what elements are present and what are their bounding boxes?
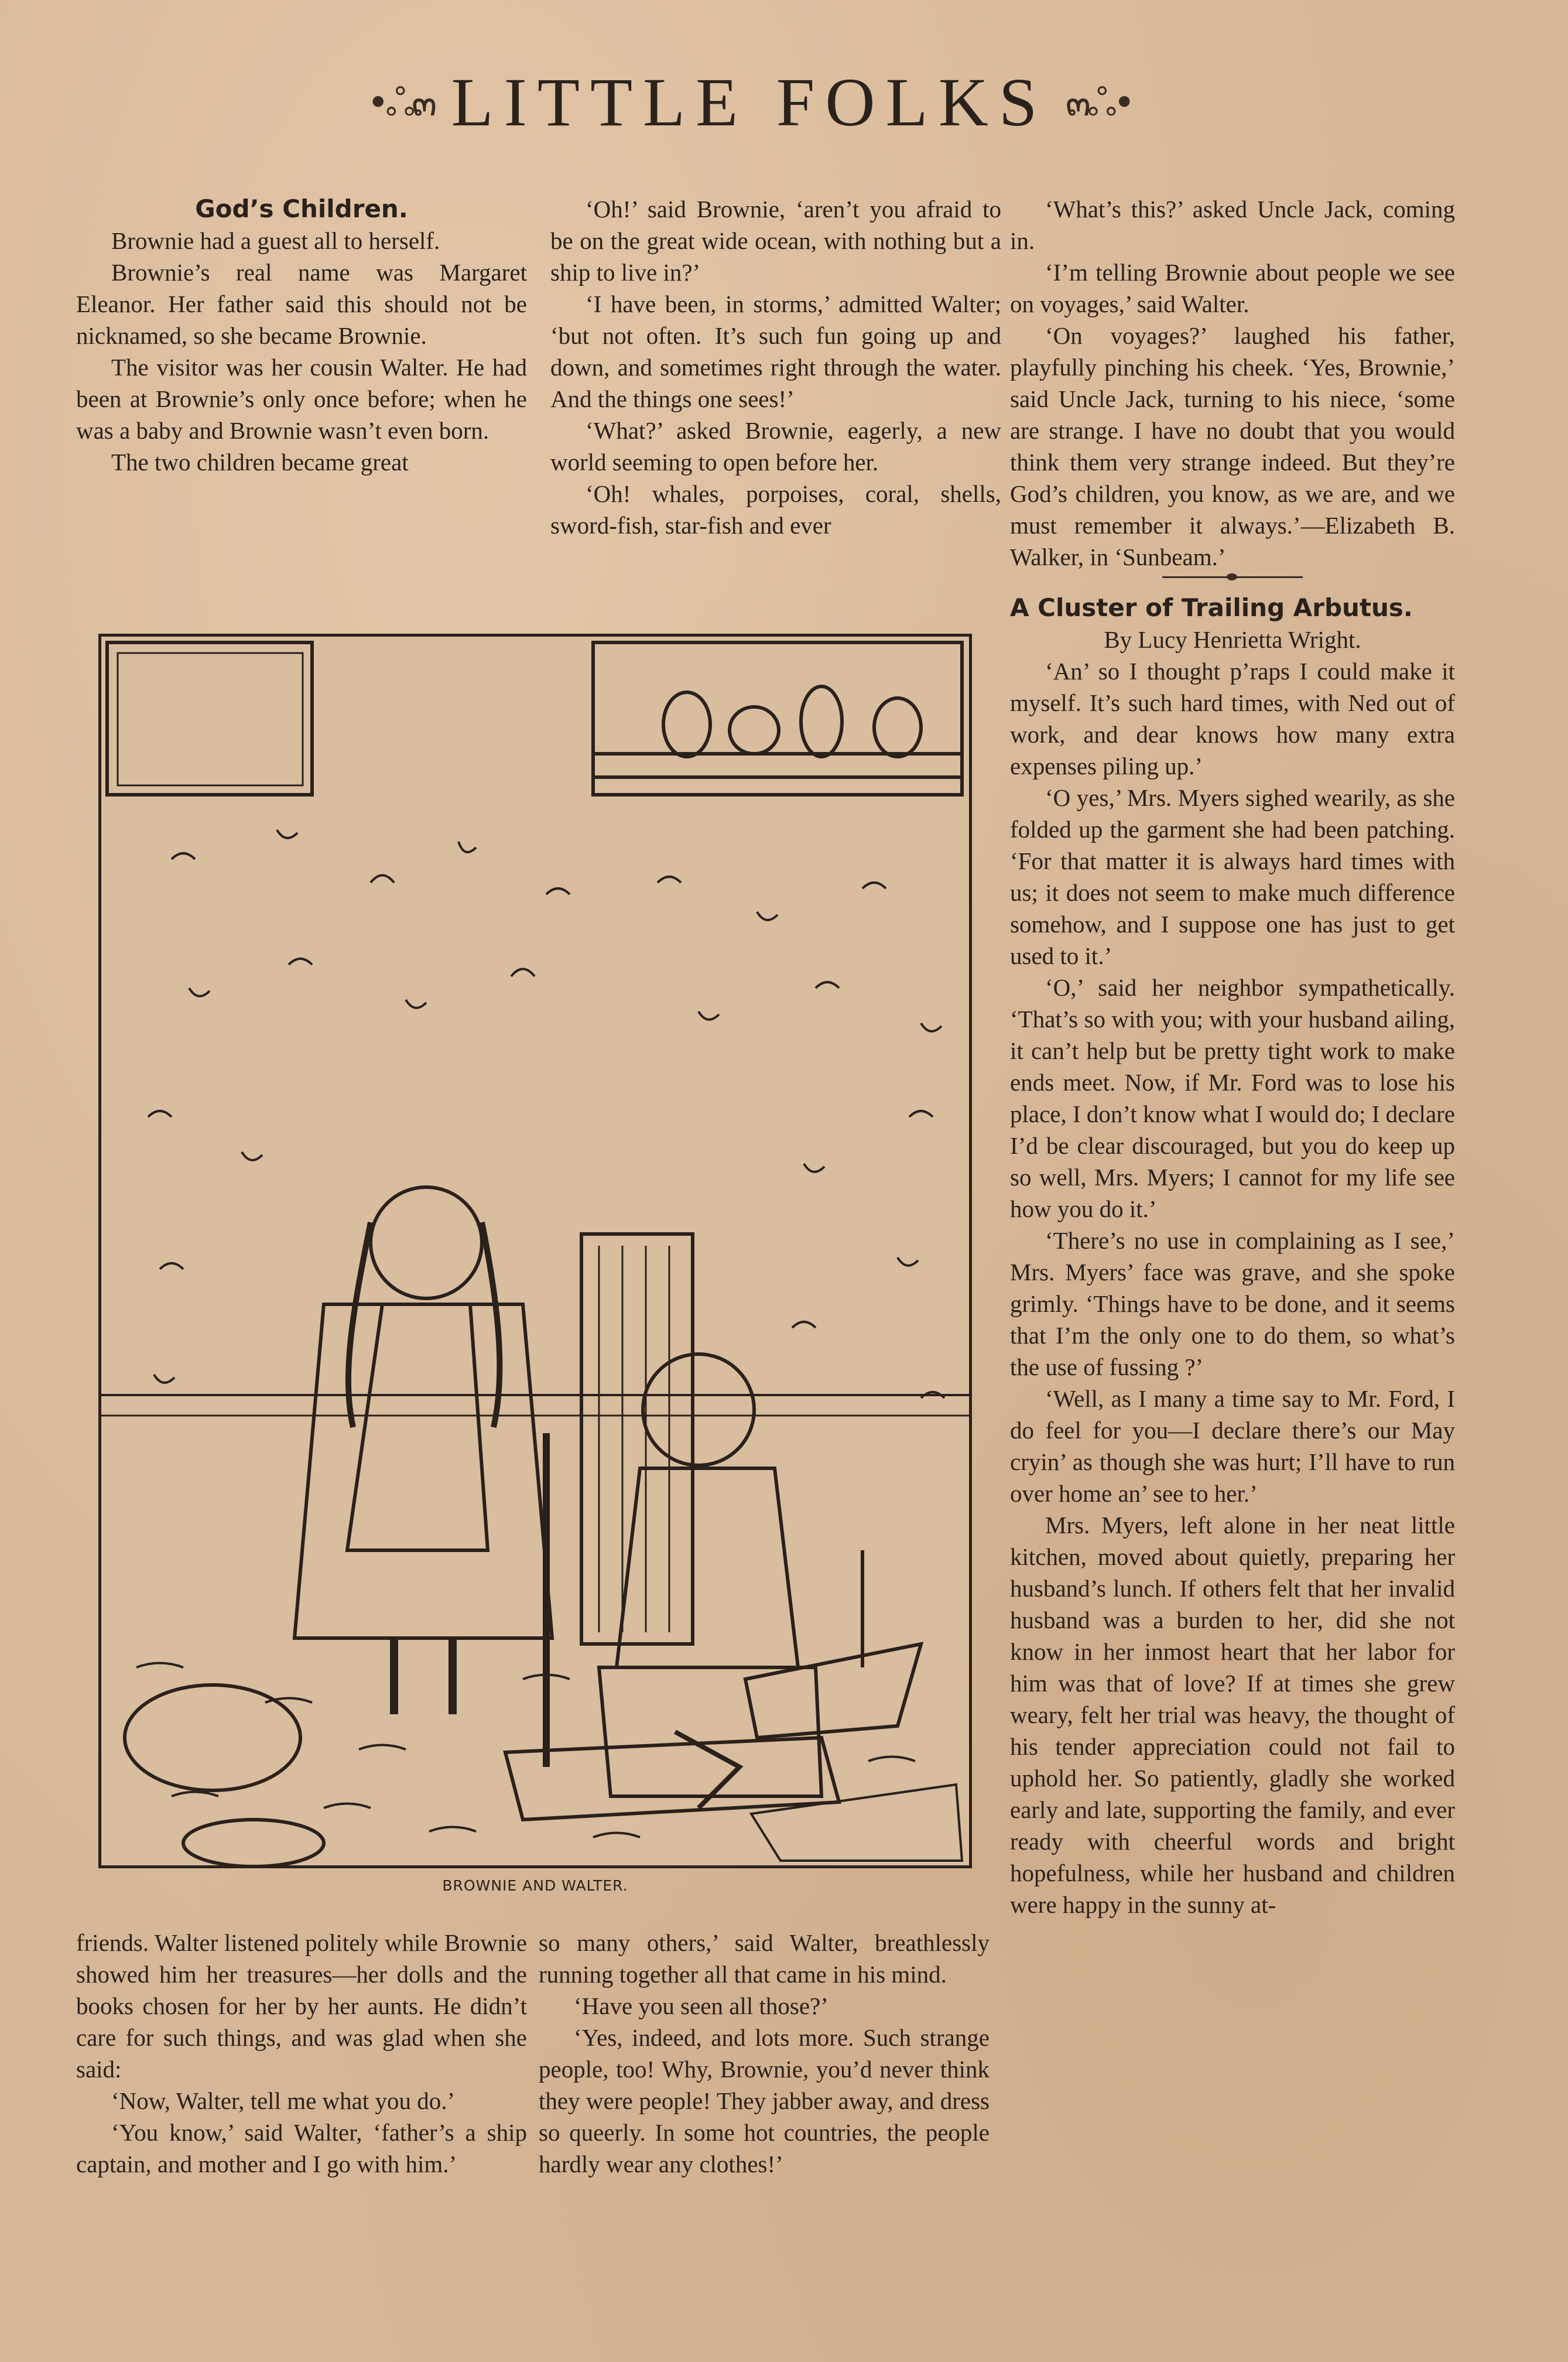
jar — [730, 707, 779, 754]
paragraph: ‘You know,’ said Walter, ‘father’s a ship captain, and mother and I go with him.’ — [76, 2119, 527, 2178]
paragraph: ‘What?’ asked Brownie, eagerly, a new world seeming to open before her. — [550, 417, 1001, 476]
story1-heading: God’s Children. — [195, 194, 408, 223]
story2-heading: A Cluster of Trailing Arbutus. — [1010, 593, 1413, 622]
paragraph: ‘Oh!’ said Brownie, ‘aren’t you afraid to be on the great wide ocean, with nothing but a ship to live in?’ — [550, 196, 1001, 286]
paragraph: Brownie had a guest all to herself. — [111, 227, 440, 254]
ornament-right: ๓ஃ• — [1065, 81, 1132, 125]
jar — [874, 698, 921, 757]
paragraph: ‘An’ so I thought p’raps I could make it myself. It’s such hard times, with Ned out of work, and dear knows how many extra expenses piling up.’ — [1010, 658, 1455, 780]
paragraph: ‘Well, as I many a time say to Mr. Ford, I do feel for you—I declare there’s our May cryin’ as though she was hurt; I’ll have to run over home an’ see to her.’ — [1010, 1385, 1455, 1507]
illustration-caption: BROWNIE AND WALTER. — [442, 1877, 628, 1894]
paragraph: ‘O,’ said her neighbor sympathetically. ‘That’s so with you; with your husband ailing, it can’t help but be pretty tight work to make ends meet. Now, if Mr. Ford was to lose his place, I don’t know what I would do; I declare I’d be clear discouraged, but you do keep up so well, Mrs. Myers; I cannot for my life see how you do it.’ — [1010, 974, 1455, 1222]
chair — [546, 1234, 693, 1767]
paragraph: ‘Yes, indeed, and lots more. Such strange people, too! Why, Brownie, you’d never think they were people! They jabber away, and dress so queerly. In some hot countries, the people hardly wear any clothes!’ — [539, 2024, 990, 2178]
wall-frame — [107, 642, 312, 795]
paragraph: The visitor was her cousin Walter. He had been at Brownie’s only once before; when he was a baby and Brownie wasn’t even born. — [76, 354, 527, 444]
paragraph: Mrs. Myers, left alone in her neat little kitchen, moved about quietly, preparing her husband’s lunch. If others felt that her invalid husband was a burden to her, did she not know in her inmost heart that her labor for him was that of love? If at times she grew weary, felt her trial was heavy, the thought of his tender appreciation could not fail to uphold her. So patiently, gladly she worked early and late, supporting the family, and ever ready with cheerful words and bright hopefulness, while her husband and children were happy in the sunny at- — [1010, 1512, 1455, 1918]
paragraph: ‘There’s no use in complaining as I see,’ Mrs. Myers’ face was grave, and she spoke grimly. ‘Things have to be done, and it seems that I’m the only one to do them, so what’s the use of fussing ?’ — [1010, 1227, 1455, 1380]
paragraph: ‘O yes,’ Mrs. Myers sighed wearily, as she folded up the garment she had been patching. ‘For that matter it is always hard times with us; it does not seem to make much difference somehow, and I suppose one has just to get used to it.’ — [1010, 784, 1455, 969]
toy-ship — [745, 1644, 921, 1738]
engraving-drawing — [101, 637, 969, 1865]
column3 — [1010, 193, 1455, 2343]
story1-column1-bottom — [76, 1927, 527, 2360]
jar — [801, 686, 842, 757]
paragraph: ‘I’m telling Brownie about people we see on voyages,’ said Walter. — [1010, 259, 1455, 317]
wallpaper-pattern — [148, 830, 944, 1398]
paragraph: ‘I have been, in storms,’ admitted Walter; ‘but not often. It’s such fun going up and down, and sometimes right through the water. And the things one sees!’ — [550, 290, 1001, 412]
paragraph: The two children became great — [111, 449, 409, 476]
story1-column2-top — [550, 193, 1001, 621]
wall-shelf — [593, 642, 962, 795]
paragraph: ‘Now, Walter, tell me what you do.’ — [111, 2087, 456, 2114]
jar — [663, 692, 710, 757]
section-divider — [1162, 576, 1303, 578]
paragraph: ‘Oh! whales, porpoises, coral, shells, sword-fish, star-fish and ever — [550, 480, 1001, 539]
story1-column1-top — [76, 193, 527, 621]
paragraph: so many others,’ said Walter, breathlessly running together all that came in his mind. — [539, 1929, 990, 1988]
paragraph: Brownie’s real name was Margaret Eleanor. Her father said this should not be nicknamed, so she became Brownie. — [76, 259, 527, 349]
illustration-brownie-and-walter — [98, 634, 972, 1868]
doll-on-floor — [183, 1820, 324, 1865]
ornament-left: •ஃ๓ — [367, 81, 434, 125]
masthead — [328, 64, 1171, 141]
paragraph: ‘Have you seen all those?’ — [574, 1992, 828, 2019]
paragraph: friends. Walter listened politely while Brownie showed him her treasures—her dolls and the books chosen for her by her aunts. He didn’t care for such things, and was glad when she said: — [76, 1929, 527, 2083]
paragraph: ‘What’s this?’ asked Uncle Jack, coming in. — [1010, 196, 1455, 254]
story1-column2-bottom — [539, 1927, 990, 2360]
page-title: LITTLE FOLKS — [451, 64, 1048, 141]
paragraph: ‘On voyages?’ laughed his father, playfully pinching his cheek. ‘Yes, Brownie,’ said Uncle Jack, turning to his niece, ‘some are strange. I have no doubt that you would think them very strange indeed. But they’re God’s children, you know, as we are, and we must remember it always.’—Elizabeth B. Walker, in ‘Sunbeam.’ — [1010, 322, 1455, 570]
story2-byline: By Lucy Henrietta Wright. — [1104, 626, 1361, 653]
girl-brownie — [295, 1187, 552, 1714]
